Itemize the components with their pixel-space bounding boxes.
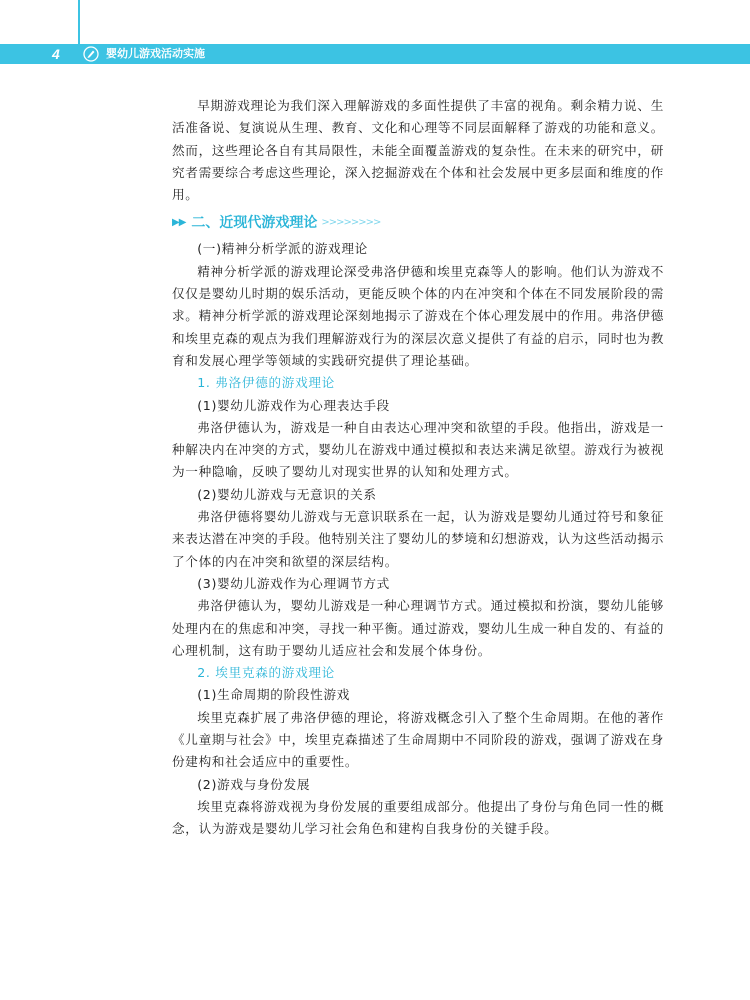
freud-item-2-title: (2)婴幼儿游戏与无意识的关系 (197, 486, 377, 502)
chevron-trail-icon: >>>>>>>> (321, 217, 381, 229)
erikson-heading: 2. 埃里克森的游戏理论 (197, 665, 335, 681)
erikson-item-1-paragraph: 埃里克森扩展了弗洛伊德的理论，将游戏概念引入了整个生命周期。在他的著作《儿童期与社会》中，埃里克森描述了生命周期中不同阶段的游戏，强调了游戏在身份建构和社会适应中的重要性。 (172, 709, 664, 770)
freud-item-2-paragraph: 弗洛伊德将婴幼儿游戏与无意识联系在一起，认为游戏是婴幼儿通过符号和象征来表达潜在冲突的手段。他特别关注了婴幼儿的梦境和幻想游戏，认为这些活动揭示了个体的内在冲突和欲望的深层结构。 (172, 509, 664, 569)
erikson-item-2-paragraph: 埃里克森将游戏视为身份发展的重要组成部分。他提出了身份与角色同一性的概念，认为游戏是婴幼儿学习社会角色和建构自我身份的关键手段。 (172, 798, 664, 837)
intro-paragraph: 早期游戏理论为我们深入理解游戏的多面性提供了丰富的视角。剩余精力说、生活准备说、复演说从生理、教育、文化和心理等不同层面解释了游戏的功能和意义。然而，这些理论各自有其局限性，未能全面覆盖游戏的复杂性。在未来的研究中，研究者需要综合考虑这些理论，深入挖掘游戏在个体和社会发展中更多层面和维度的作用。 (172, 98, 664, 203)
subsection-paragraph: 精神分析学派的游戏理论深受弗洛伊德和埃里克森等人的影响。他们认为游戏不仅仅是婴幼儿时期的娱乐活动，更能反映个体的内在冲突和个体在不同发展阶段的需求。精神分析学派的游戏理论深刻地揭示了游戏在个体心理发展中的作用。弗洛伊德和埃里克森的观点为我们理解游戏行为的深层次意义提供了有益的启示，同时也为教育和发展心理学等领域的实践研究提供了理论基础。 (172, 263, 664, 368)
erikson-item-2-title: (2)游戏与身份发展 (197, 776, 311, 792)
page-number: 4 (52, 46, 60, 62)
erikson-item-1-title: (1)生命周期的阶段性游戏 (197, 687, 351, 703)
running-header (0, 44, 750, 64)
running-header-title: 婴幼儿游戏活动实施 (106, 47, 205, 60)
book-pencil-icon (83, 46, 99, 62)
double-arrow-icon: ▶▶ (172, 217, 186, 229)
subsection-title: (一)精神分析学派的游戏理论 (197, 241, 368, 257)
page-body (172, 95, 664, 841)
freud-item-3-title: (3)婴幼儿游戏作为心理调节方式 (197, 575, 390, 591)
freud-heading: 1. 弗洛伊德的游戏理论 (197, 375, 335, 391)
freud-item-1-title: (1)婴幼儿游戏作为心理表达手段 (197, 397, 390, 413)
margin-rule (78, 0, 80, 44)
freud-item-3-paragraph: 弗洛伊德认为，婴幼儿游戏是一种心理调节方式。通过模拟和扮演，婴幼儿能够处理内在的焦虑和冲突，寻找一种平衡。通过游戏，婴幼儿生成一种自发的、有益的心理机制，这有助于婴幼儿适应社会和发展个体身份。 (172, 598, 664, 658)
freud-item-1-paragraph: 弗洛伊德认为，游戏是一种自由表达心理冲突和欲望的手段。他指出，游戏是一种解决内在冲突的方式，婴幼儿在游戏中通过模拟和表达来满足欲望。游戏行为被视为一种隐喻，反映了婴幼儿对现实世界的认知和处理方式。 (172, 419, 664, 480)
section-title: 二、近现代游戏理论 (191, 215, 318, 232)
section-heading (172, 210, 664, 236)
